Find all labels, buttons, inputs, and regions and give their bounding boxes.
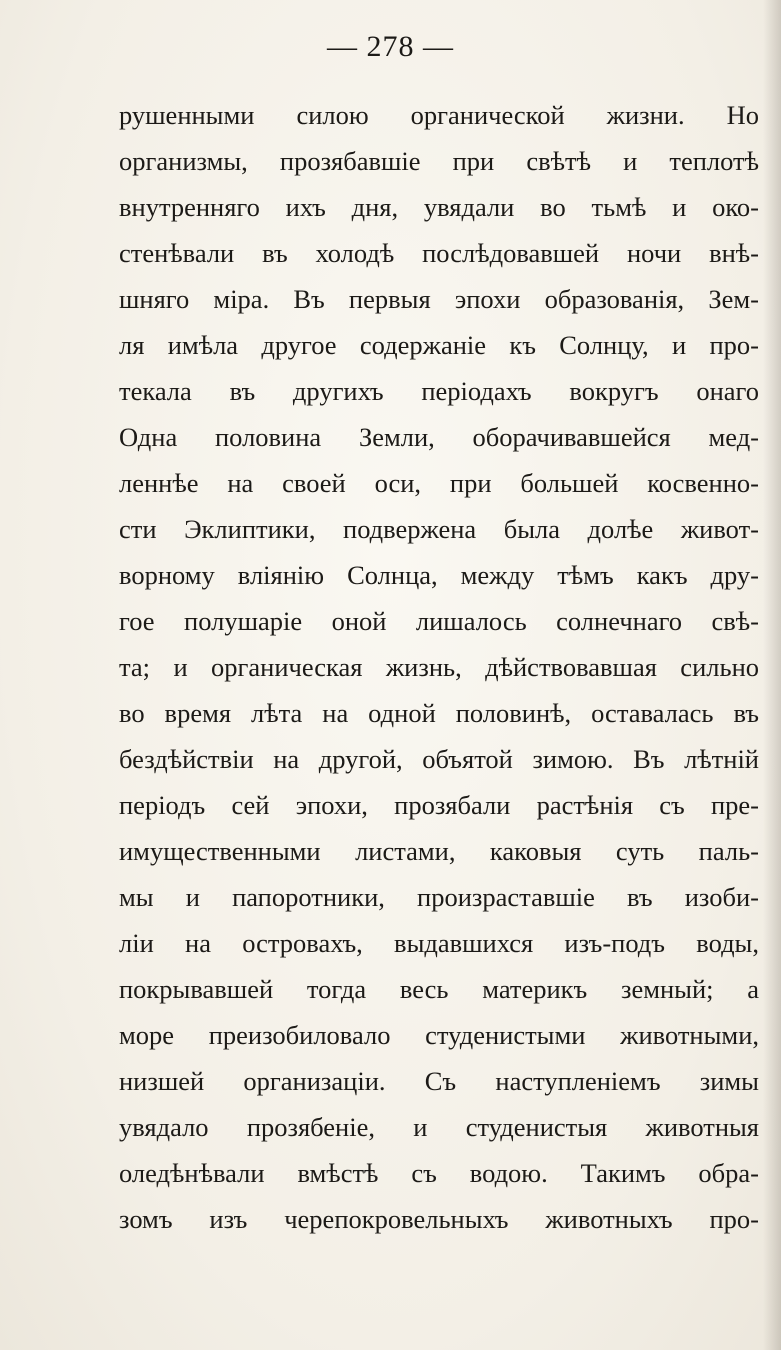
- text-line: организмы, прозябавшіе при свѣтѣ и теплотѣ: [119, 146, 759, 176]
- text-line: рушенными силою органической жизни. Но: [119, 100, 759, 130]
- text-line: шняго міра. Въ первыя эпохи образованія, Зем-: [119, 284, 759, 314]
- text-line: ля имѣла другое содержаніе къ Солнцу, и про-: [119, 330, 759, 360]
- page-number: — 278 —: [327, 30, 454, 63]
- text-line: низшей организаціи. Съ наступленіемъ зимы: [119, 1066, 759, 1096]
- text-line: ліи на островахъ, выдавшихся изъ-подъ воды,: [119, 928, 759, 958]
- text-line: та; и органическая жизнь, дѣйствовавшая сильно: [119, 652, 759, 682]
- text-line: періодъ сей эпохи, прозябали растѣнія съ пре-: [119, 790, 759, 820]
- text-line: море преизобиловало студенистыми животными,: [119, 1020, 759, 1050]
- text-line: внутренняго ихъ дня, увядали во тьмѣ и око-: [119, 192, 759, 222]
- text-line: оледѣнѣвали вмѣстѣ съ водою. Такимъ обра-: [119, 1158, 759, 1188]
- text-line: текала въ другихъ періодахъ вокругъ онаго: [119, 376, 759, 406]
- body-text: [119, 92, 759, 1242]
- text-line: стенѣвали въ холодѣ послѣдовавшей ночи внѣ-: [119, 238, 759, 268]
- text-line: леннѣе на своей оси, при большей косвенно-: [119, 468, 759, 498]
- text-line: ворному вліянію Солнца, между тѣмъ какъ дру-: [119, 560, 759, 590]
- text-line: покрывавшей тогда весь материкъ земный; а: [119, 974, 759, 1004]
- text-line: бездѣйствіи на другой, объятой зимою. Въ лѣтній: [119, 744, 759, 774]
- text-line: увядало прозябеніе, и студенистыя животныя: [119, 1112, 759, 1142]
- text-line: во время лѣта на одной половинѣ, оставалась въ: [119, 698, 759, 728]
- text-line: сти Эклиптики, подвержена была долѣе живот-: [119, 514, 759, 544]
- text-line: гое полушаріе оной лишалось солнечнаго свѣ-: [119, 606, 759, 636]
- text-line: Одна половина Земли, оборачивавшейся мед-: [119, 422, 759, 452]
- text-line: имущественными листами, каковыя суть паль-: [119, 836, 759, 866]
- text-line: зомъ изъ черепокровельныхъ животныхъ про-: [119, 1204, 759, 1234]
- page-edge-shadow: [763, 0, 781, 1350]
- text-line: мы и папоротники, произраставшіе въ изоби-: [119, 882, 759, 912]
